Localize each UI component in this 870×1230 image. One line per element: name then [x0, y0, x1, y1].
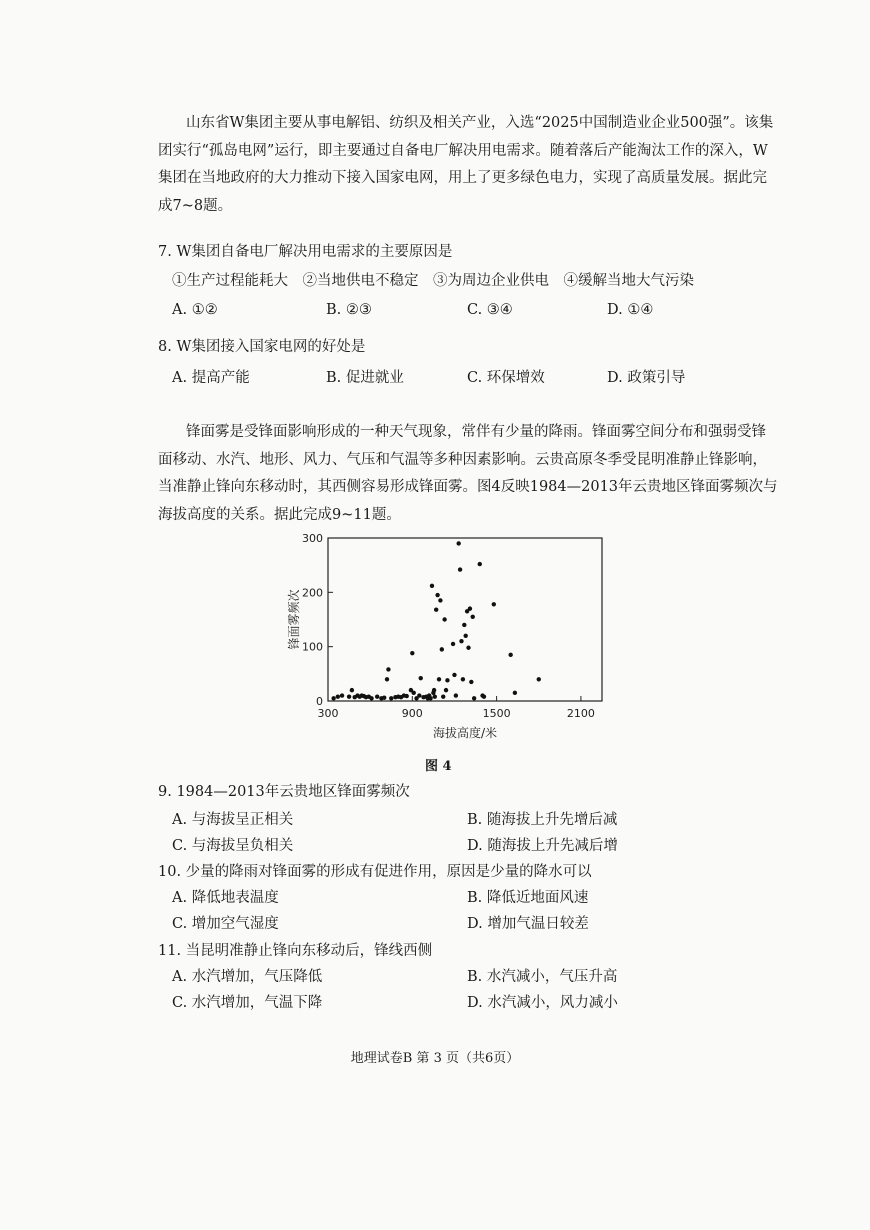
question-10-option-c[interactable]: C. 增加空气湿度	[172, 916, 279, 932]
question-11-option-b[interactable]: B. 水汽减小，气压升高	[467, 969, 618, 985]
question-11-option-d[interactable]: D. 水汽减小，风力减小	[467, 995, 618, 1011]
data-point	[386, 667, 390, 671]
y-tick-label: 200	[302, 586, 323, 600]
question-9-option-c[interactable]: C. 与海拔呈负相关	[172, 838, 294, 854]
question-9-option-d[interactable]: D. 随海拔上升先减后增	[467, 838, 618, 854]
data-point	[458, 567, 462, 571]
data-point	[430, 584, 434, 588]
data-point	[537, 677, 541, 681]
data-point	[482, 694, 486, 698]
y-tick-label: 100	[302, 640, 323, 654]
data-point	[462, 623, 466, 627]
x-tick-label: 300	[317, 707, 339, 720]
question-8-option-c[interactable]: C. 环保增效	[467, 370, 545, 386]
question-9-option-b[interactable]: B. 随海拔上升先增后减	[467, 812, 618, 828]
question-10-option-a[interactable]: A. 降低地表温度	[172, 890, 279, 906]
data-point	[464, 634, 468, 638]
data-point	[444, 688, 448, 692]
question-11-option-c[interactable]: C. 水汽增加，气温下降	[172, 995, 323, 1011]
data-point	[331, 696, 335, 700]
question-10-option-b[interactable]: B. 降低近地面风速	[467, 890, 589, 906]
question-8-option-a[interactable]: A. 提高产能	[172, 370, 250, 386]
data-point	[336, 694, 340, 698]
figure-4-scatter-chart	[280, 528, 620, 750]
passage-frontal-fog	[158, 419, 780, 529]
data-point	[417, 693, 421, 697]
data-point	[471, 615, 475, 619]
data-point	[347, 694, 351, 698]
data-point	[461, 677, 465, 681]
data-point	[440, 647, 444, 651]
data-point	[433, 694, 437, 698]
data-point	[375, 694, 379, 698]
question-7-option-d[interactable]: D. ①④	[607, 302, 654, 318]
data-point	[456, 541, 460, 545]
y-tick-label: 300	[302, 532, 323, 545]
page-footer: 地理试卷B 第 3 页（共6页）	[350, 1051, 520, 1066]
x-tick-label: 1500	[482, 707, 511, 720]
question-10-stem: 10. 少量的降雨对锋面雾的形成有促进作用，原因是少量的降水可以	[158, 864, 592, 880]
question-10-option-d[interactable]: D. 增加气温日较差	[467, 916, 589, 932]
plot-frame	[328, 538, 602, 701]
data-point	[432, 688, 436, 692]
data-point	[428, 696, 432, 700]
data-point	[472, 696, 476, 700]
question-9-option-a[interactable]: A. 与海拔呈正相关	[172, 812, 294, 828]
question-7-option-c[interactable]: C. ③④	[467, 302, 513, 318]
y-tick-label: 0	[316, 695, 323, 708]
data-point	[513, 691, 517, 695]
figure-caption: 图 4	[425, 759, 452, 774]
data-point	[382, 696, 386, 700]
question-7-option-b[interactable]: B. ②③	[326, 302, 372, 318]
question-8-option-b[interactable]: B. 促进就业	[326, 370, 404, 386]
data-point	[410, 651, 414, 655]
question-7-items: ①生产过程能耗大 ②当地供电不稳定 ③为周边企业供电 ④缓解当地大气污染	[172, 273, 694, 289]
question-7-stem: 7. W集团自备电厂解决用电需求的主要原因是	[158, 244, 453, 260]
data-point	[469, 680, 473, 684]
passage-frontal-fog-text: 锋面雾是受锋面影响形成的一种天气现象，常伴有少量的降雨。锋面雾空间分布和强弱受锋面移动、水汽、地形、风力、气压和气温等多种因素影响。云贵高原冬季受昆明准静止锋影响，当准静止锋向东移动时，其西侧容易形成锋面雾。图4反映1984—2013年云贵地区锋面雾频次与海拔高度的关系。据此完成9~11题。	[158, 424, 778, 523]
data-point	[442, 617, 446, 621]
data-point	[468, 606, 472, 610]
question-9-stem: 9. 1984—2013年云贵地区锋面雾频次	[158, 784, 410, 800]
data-point	[478, 562, 482, 566]
data-point	[419, 676, 423, 680]
data-point	[412, 691, 416, 695]
y-axis-label: 锋面雾频次	[287, 589, 301, 650]
question-11-option-a[interactable]: A. 水汽增加，气压降低	[172, 969, 323, 985]
data-point	[454, 693, 458, 697]
question-8-option-d[interactable]: D. 政策引导	[607, 370, 686, 386]
data-point	[389, 696, 393, 700]
question-7-option-a[interactable]: A. ①②	[172, 302, 218, 318]
data-point	[369, 696, 373, 700]
data-point	[340, 693, 344, 697]
x-axis-label: 海拔高度/米	[432, 726, 498, 740]
data-point	[445, 678, 449, 682]
data-point	[508, 653, 512, 657]
data-point	[441, 694, 445, 698]
data-point	[466, 646, 470, 650]
data-point	[350, 688, 354, 692]
data-point	[451, 642, 455, 646]
x-tick-label: 900	[401, 707, 423, 720]
passage-w-group-text: 山东省W集团主要从事电解铝、纺织及相关产业，入选“2025中国制造业企业500强”。该集团实行“孤岛电网”运行，即主要通过自备电厂解决用电需求。随着落后产能淘汰工作的深入，W集团在当地政府的大力推动下接入国家电网，用上了更多绿色电力，实现了高质量发展。据此完成7~8题。	[158, 115, 774, 214]
data-point	[437, 677, 441, 681]
question-11-stem: 11. 当昆明准静止锋向东移动后，锋线西侧	[158, 943, 433, 959]
data-point	[492, 602, 496, 606]
data-point	[404, 694, 408, 698]
data-point	[438, 598, 442, 602]
data-point	[452, 673, 456, 677]
data-point	[459, 639, 463, 643]
data-point	[385, 677, 389, 681]
question-8-stem: 8. W集团接入国家电网的好处是	[158, 339, 366, 355]
x-tick-label: 2100	[566, 707, 595, 720]
data-point	[435, 593, 439, 597]
passage-w-group	[158, 110, 780, 220]
data-point	[434, 608, 438, 612]
